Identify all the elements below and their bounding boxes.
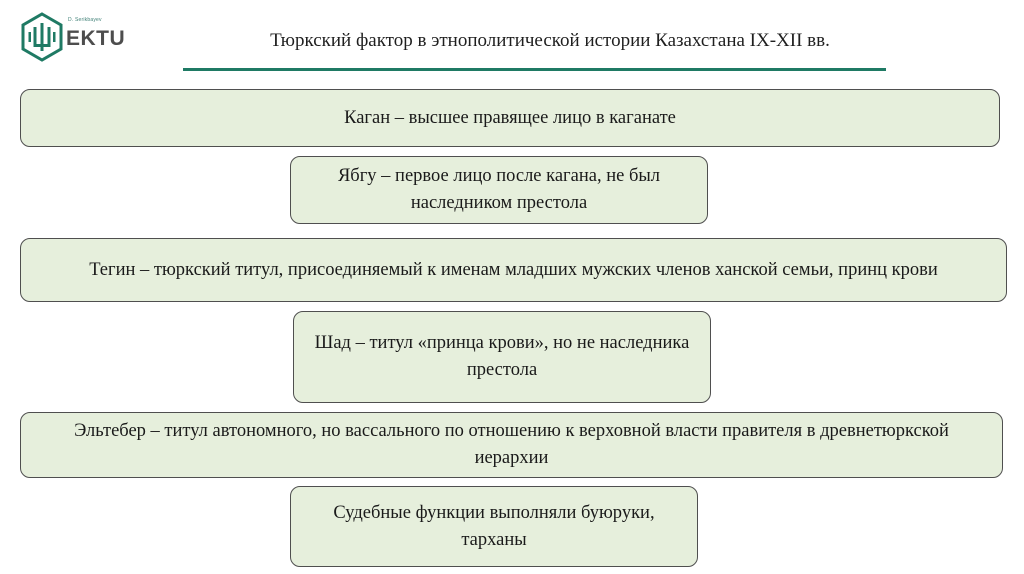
ektu-logo <box>20 12 150 64</box>
definition-box-yabgu: Ябгу – первое лицо после кагана, не был наследником престола <box>290 156 708 224</box>
logo-subtext: D. Serikbayev <box>68 17 102 23</box>
definition-box-kagan: Каган – высшее правящее лицо в каганате <box>20 89 1000 147</box>
definition-box-tegin: Тегин – тюркский титул, присоединяемый к именам младших мужских членов ханской семьи, принц крови <box>20 238 1007 302</box>
definition-box-shad: Шад – титул «принца крови», но не наследника престола <box>293 311 711 403</box>
logo-wordmark: EKTU <box>66 27 126 50</box>
definition-box-judicial: Судебные функции выполняли буюруки, тарханы <box>290 486 698 567</box>
page-title: Тюркский фактор в этнополитической истории Казахстана IX-XII вв. <box>270 30 830 51</box>
title-underline <box>183 68 886 71</box>
university-emblem-icon <box>20 12 64 62</box>
definition-box-eltebar: Эльтебер – титул автономного, но вассального по отношению к верховной власти правителя в древнетюркской иерархии <box>20 412 1003 478</box>
